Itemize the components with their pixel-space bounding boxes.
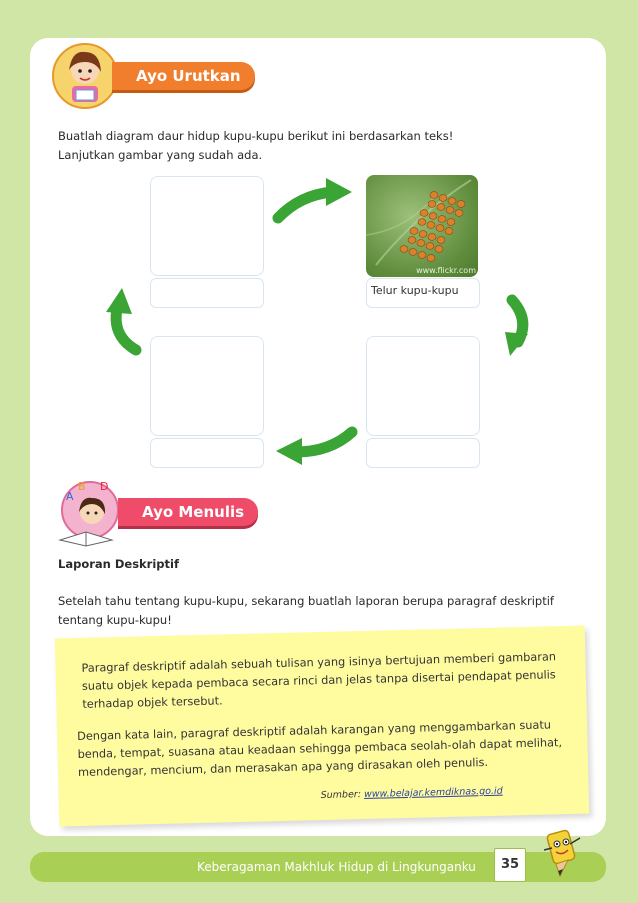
note-source: [321, 786, 503, 801]
egg: [427, 255, 435, 262]
egg: [410, 228, 418, 235]
egg: [418, 219, 426, 226]
page-number: 35: [494, 848, 526, 882]
intro-line-2: tentang kupu-kupu!: [58, 613, 172, 627]
section-title: Ayo Menulis: [142, 503, 245, 521]
photo-credit: www.flickr.com: [416, 266, 476, 275]
section-banner-ayo-urutkan: [112, 62, 255, 90]
diagram-label-top-left: [150, 278, 264, 308]
instruction-line-1: Buatlah diagram daur hidup kupu-kupu berikut ini berdasarkan teks!: [58, 129, 454, 143]
intro-line-1: Setelah tahu tentang kupu-kupu, sekarang buatlah laporan berupa paragraf deskriptif: [58, 594, 554, 608]
diagram-label-egg: [366, 278, 480, 308]
egg: [446, 207, 454, 214]
egg-caption: Telur kupu-kupu: [371, 284, 459, 297]
svg-text:A: A: [66, 490, 74, 503]
egg: [420, 210, 428, 217]
egg: [437, 204, 445, 211]
pencil-mascot-icon: [536, 826, 586, 880]
svg-text:D: D: [100, 480, 109, 493]
section-title: Ayo Urutkan: [136, 67, 241, 85]
egg: [455, 210, 463, 217]
egg: [427, 222, 435, 229]
egg: [447, 219, 455, 226]
egg: [409, 249, 417, 256]
egg: [400, 246, 408, 253]
source-label: Sumber:: [320, 789, 362, 802]
sticky-note: [55, 626, 589, 827]
diagram-box-top-left: [150, 176, 264, 276]
girl-reading-avatar: [50, 40, 120, 110]
svg-text:B: B: [78, 480, 86, 493]
egg: [435, 246, 443, 253]
egg: [436, 225, 444, 232]
egg: [448, 198, 456, 205]
diagram-label-bottom-right: [366, 438, 480, 468]
note-p1-line-3: terhadap objek tersebut.: [82, 694, 223, 711]
footer-title: Keberagaman Makhluk Hidup di Lingkunganku: [197, 860, 476, 874]
egg: [445, 228, 453, 235]
instruction-line-2: Lanjutkan gambar yang sudah ada.: [58, 148, 263, 162]
egg: [426, 243, 434, 250]
source-link[interactable]: www.belajar.kemdiknas.go.id: [363, 785, 503, 800]
egg-photo: [366, 175, 478, 277]
egg: [428, 201, 436, 208]
diagram-label-bottom-left: [150, 438, 264, 468]
egg-cluster: [400, 192, 465, 262]
note-p2-line-1: Dengan kata lain, paragraf deskriptif adalah karangan yang menggambarkan suatu: [77, 718, 552, 743]
egg: [429, 213, 437, 220]
egg: [418, 252, 426, 259]
section-subtitle: Laporan Deskriptif: [58, 557, 179, 571]
egg: [430, 192, 438, 199]
note-p1-line-1: Paragraf deskriptif adalah sebuah tulisan yang isinya bertujuan memberi gambaran: [81, 650, 557, 675]
egg: [419, 231, 427, 238]
egg: [437, 237, 445, 244]
egg: [457, 201, 465, 208]
diagram-box-bottom-left: [150, 336, 264, 436]
note-p1-line-2: suatu objek kepada pembaca secara rinci dan jelas tanpa disertai pendapat penulis: [81, 668, 556, 693]
note-p2-line-3: mendengar, mencium, dan merasakan apa yang dirasakan oleh penulis.: [77, 755, 489, 779]
diagram-box-bottom-right: [366, 336, 480, 436]
egg: [408, 237, 416, 244]
egg: [438, 216, 446, 223]
section-banner-ayo-menulis: [118, 498, 258, 526]
note-p2-line-2: benda, tempat, suasana atau keadaan sehingga pembaca seolah-olah dapat melihat,: [77, 736, 563, 761]
egg: [439, 195, 447, 202]
egg: [417, 240, 425, 247]
egg: [428, 234, 436, 241]
